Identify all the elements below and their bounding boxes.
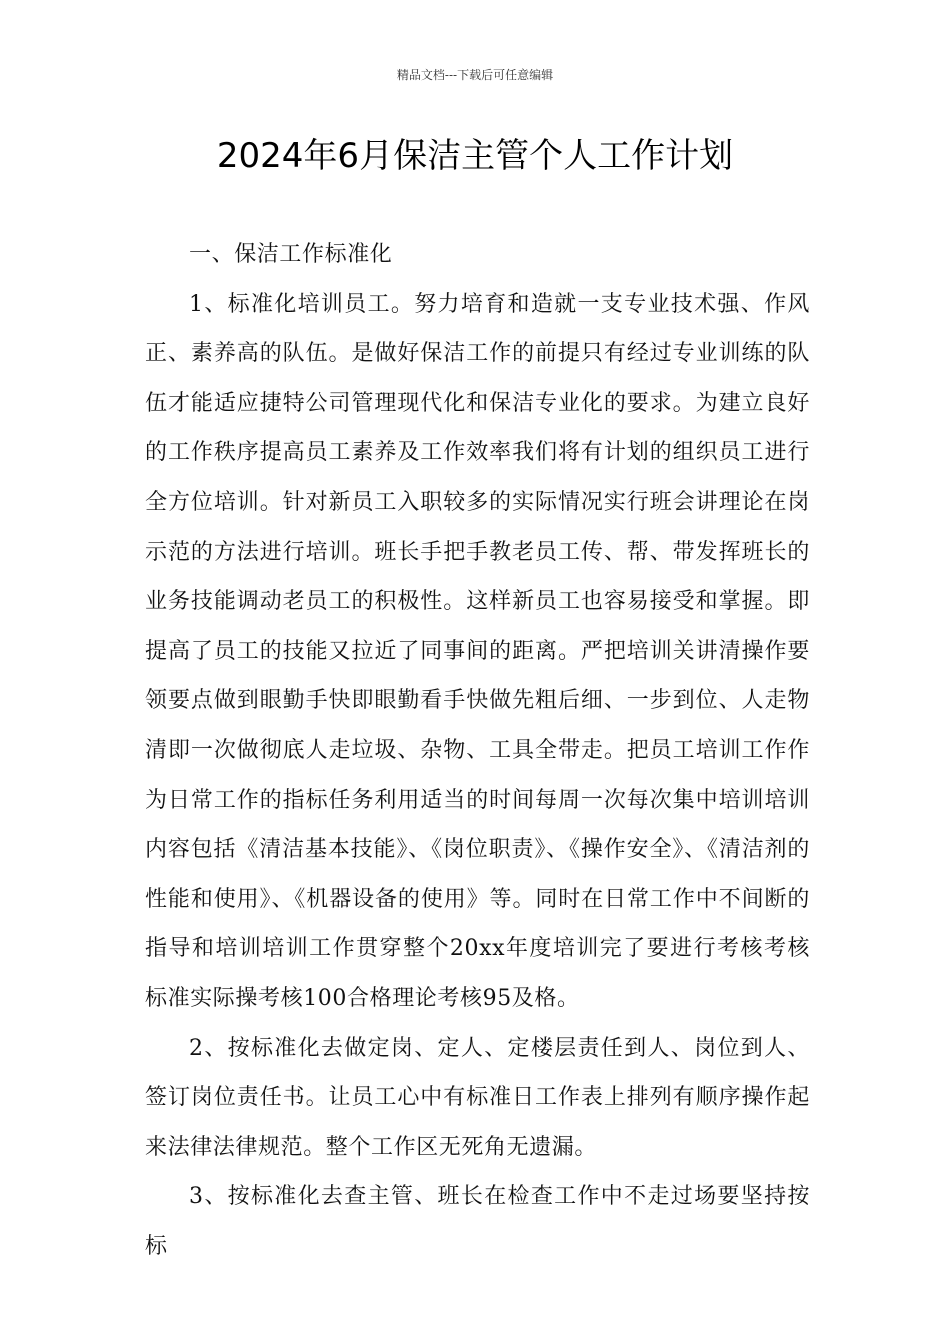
paragraph-3: 3、按标准化去查主管、班长在检查工作中不走过场要坚持按标: [145, 1184, 810, 1259]
document-title: 2024年6月保洁主管个人工作计划: [216, 136, 734, 176]
paragraph-2: 2、按标准化去做定岗、定人、定楼层责任到人、岗位到人、签订岗位责任书。让员工心中有标准日工作表上排列有顺序操作起来法律法律规范。整个工作区无死角无遗漏。: [145, 1035, 810, 1160]
header-note: 精品文档---下载后可任意编辑: [396, 68, 554, 82]
paragraph-1: 1、标准化培训员工。努力培育和造就一支专业技术强、作风正、素养高的队伍。是做好保洁工作的前提只有经过专业训练的队伍才能适应捷特公司管理现代化和保洁专业化的要求。为建立良好的工作秩序提高员工素养及工作效率我们将有计划的组织员工进行全方位培训。针对新员工入职较多的实际情况实行班会讲理论在岗示范的方法进行培训。班长手把手教老员工传、帮、带发挥班长的业务技能调动老员工的积极性。这样新员工也容易接受和掌握。即提高了员工的技能又拉近了同事间的距离。严把培训关讲清操作要领要点做到眼勤手快即眼勤看手快做先粗后细、一步到位、人走物清即一次做彻底人走垃圾、杂物、工具全带走。把员工培训工作作为日常工作的指标任务利用适当的时间每周一次每次集中培训培训内容包括《清洁基本技能》、《岗位职责》、《操作安全》、《清洁剂的性能和使用》、《机器设备的使用》等。同时在日常工作中不间断的指导和培训培训工作贯穿整个20xx年度培训完了要进行考核考核标准实际操考核100合格理论考核95及格。: [145, 291, 810, 1011]
document-body: [145, 230, 810, 1271]
section-heading: 一、保洁工作标准化: [189, 242, 393, 267]
